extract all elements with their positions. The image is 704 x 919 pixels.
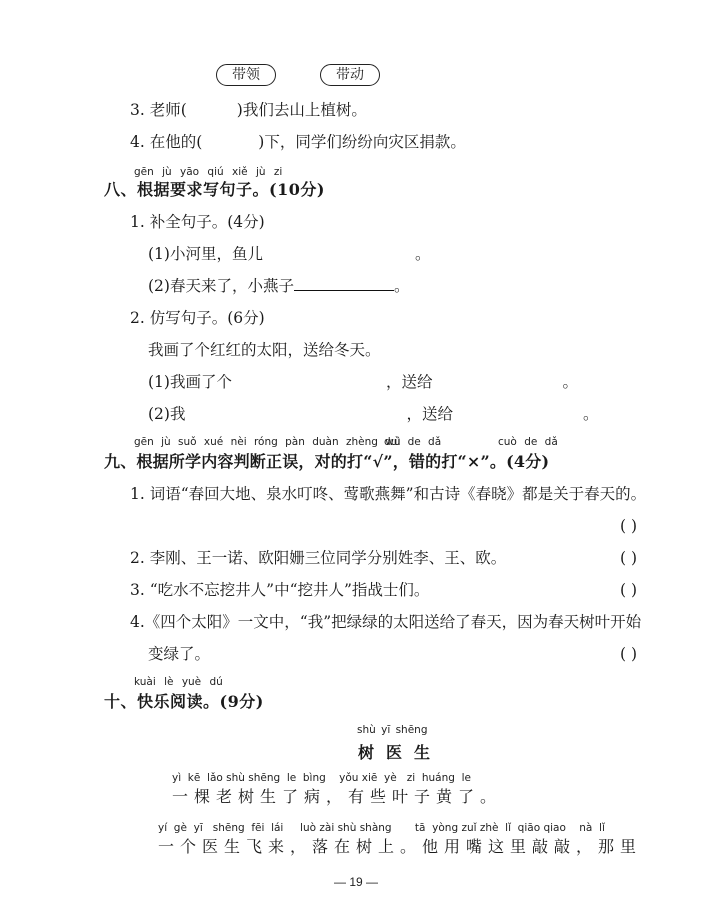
section8-sub1: 1. 补全句子。(4分) [130, 213, 265, 231]
q4-suffix: )下，同学们纷纷向灾区捐款。 [258, 133, 466, 151]
fill-question-4 [130, 132, 466, 152]
q4-prefix: 4. 在他的( [130, 133, 203, 151]
word-option-daidong: 带动 [320, 64, 380, 86]
section9-pinyin-c: cuò de dǎ [498, 436, 558, 448]
section8-title: 八、根据要求写句子。(10分) [104, 180, 325, 199]
s8-1a-text: (1)小河里，鱼儿 [148, 245, 263, 263]
section8-pinyin: gēn jù yāo qiú xiě jù zi [134, 166, 283, 178]
section9-title: 九、根据所学内容判断正误，对的打“√”，错的打“×”。(4分) [104, 452, 550, 471]
s8-2a-end: 。 [562, 373, 578, 391]
judge-item-1: 1. 词语“春回大地、泉水叮咚、莺歌燕舞”和古诗《春晓》都是关于春天的。 [130, 485, 647, 503]
judge-item-2: 2. 李刚、王一诺、欧阳姗三位同学分别姓李、王、欧。 [130, 549, 507, 567]
story-line1: 一棵老树生了病，有些叶子黄了。 [172, 787, 503, 806]
s8-1b-end: 。 [393, 277, 410, 295]
s8-2b-mid: ，送给 [406, 405, 453, 423]
judge-item-4: 4.《四个太阳》一文中，“我”把绿绿的太阳送给了春天，因为春天树叶开始 [130, 613, 642, 631]
page-number: — 19 — [334, 875, 379, 889]
s8-1b-text: (2)春天来了，小燕子 [148, 277, 294, 295]
section9-pinyin-b: duì de dǎ [384, 436, 442, 448]
s8-2a-mid: ，送给 [385, 373, 433, 391]
judge-paren-3[interactable]: ( ) [620, 581, 638, 599]
judge-paren-2[interactable]: ( ) [620, 549, 638, 567]
story-line2-pinyin: yí gè yī shēng fēi lái luò zài shù shàng tā yòng zuǐ zhè lǐ qiāo qiao nà lǐ [158, 822, 605, 834]
q3-prefix: 3. 老师( [130, 101, 187, 119]
s8-2b [148, 404, 599, 424]
judge-paren-4[interactable]: ( ) [620, 645, 638, 663]
s8-2b-end: 。 [582, 405, 599, 423]
s8-1a-end: 。 [414, 245, 431, 263]
word-option-daihling: 带领 [216, 64, 276, 86]
s8-1a [148, 244, 430, 264]
section10-title: 十、快乐阅读。(9分) [104, 692, 264, 711]
story-title: 树医生 [358, 743, 443, 762]
s8-2a-text: (1)我画了个 [148, 373, 232, 391]
story-line1-pinyin: yì kē lǎo shù shēng le bìng yǒu xiē yè zi huáng le [172, 772, 471, 784]
section10-pinyin: kuài lè yuè dú [134, 676, 223, 688]
section9-pinyin-a: gēn jù suǒ xué nèi róng pàn duàn zhèng wù [134, 436, 401, 448]
judge-paren-1[interactable]: ( ) [620, 517, 638, 535]
story-line2: 一个医生飞来，落在树上。他用嘴这里敲敲，那里 [158, 837, 643, 856]
s8-1b-blank-line[interactable] [294, 276, 394, 291]
s8-1b [148, 276, 409, 296]
s8-2b-text: (2)我 [148, 405, 186, 423]
judge-item-3: 3. “吃水不忘挖井人”中“挖井人”指战士们。 [130, 581, 430, 599]
judge-item-4-cont: 变绿了。 [148, 645, 211, 663]
story-title-pinyin: shù yī shēng [357, 724, 428, 736]
section8-example: 我画了个红红的太阳，送给冬天。 [148, 341, 381, 359]
fill-question-3 [130, 100, 367, 120]
s8-2a [148, 372, 578, 392]
q3-suffix: )我们去山上植树。 [236, 101, 367, 119]
section8-sub2: 2. 仿写句子。(6分) [130, 309, 265, 327]
